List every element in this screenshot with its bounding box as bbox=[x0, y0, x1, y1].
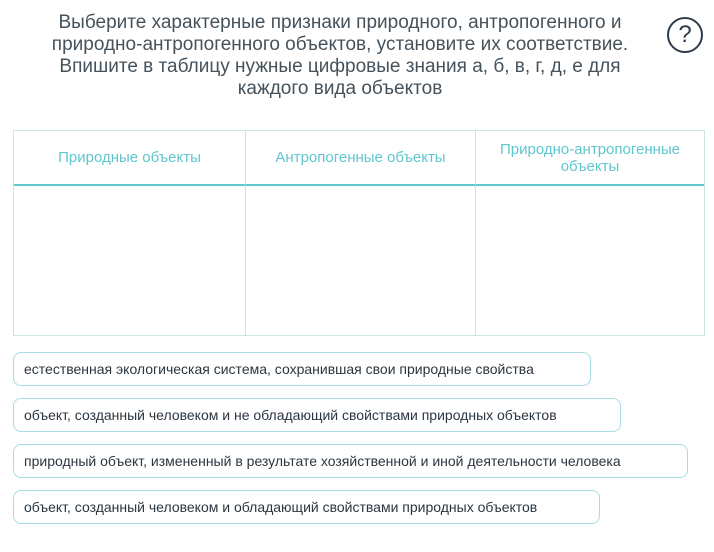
task-line: Впишите в таблицу нужные цифровые знания а, б, в, г, д, е для bbox=[59, 56, 621, 77]
help-symbol: ? bbox=[678, 21, 692, 48]
answer-option-chip[interactable]: объект, созданный человеком и обладающий свойствами природных объектов bbox=[13, 490, 600, 524]
task-line: природно-антропогенного объектов, установите их соответствие. bbox=[51, 34, 629, 55]
column-header-natural: Природные объекты bbox=[14, 131, 245, 186]
answer-option-chip[interactable]: объект, созданный человеком и не обладающий свойствами природных объектов bbox=[13, 398, 621, 432]
answer-option-chip[interactable]: природный объект, измененный в результате хозяйственной и иной деятельности человека bbox=[13, 444, 688, 478]
task-line: Выберите характерные признаки природного, антропогенного и bbox=[58, 12, 622, 33]
task-line: каждого вида объектов bbox=[237, 78, 443, 99]
drop-zone-anthropogenic[interactable] bbox=[245, 186, 475, 335]
drop-zone-natural[interactable] bbox=[14, 186, 245, 335]
answer-option-chip[interactable]: естественная экологическая система, сохранившая свои природные свойства bbox=[13, 352, 591, 386]
help-icon[interactable] bbox=[667, 17, 703, 53]
task-instructions bbox=[20, 12, 660, 100]
column-header-anthropogenic: Антропогенные объекты bbox=[245, 131, 475, 186]
answer-table bbox=[13, 130, 705, 336]
drop-zone-natural-anthropogenic[interactable] bbox=[475, 186, 704, 335]
column-header-natural-anthropogenic: Природно-антропогенные объекты bbox=[475, 131, 704, 186]
